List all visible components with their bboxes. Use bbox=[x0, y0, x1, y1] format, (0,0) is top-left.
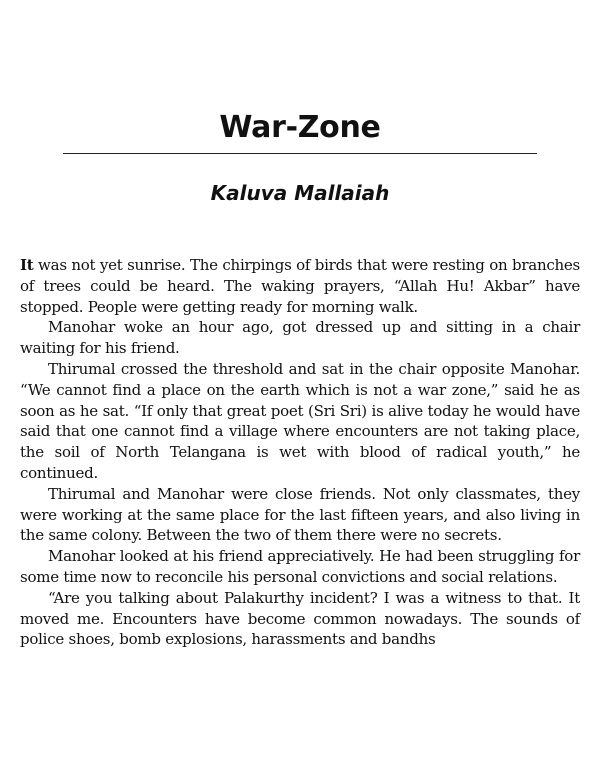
paragraph-1 bbox=[20, 255, 580, 317]
paragraph-2: Manohar woke an hour ago, got dressed up and sitting in a chair waiting for his friend. bbox=[20, 318, 580, 358]
author-name: Kaluva Mallaiah bbox=[210, 181, 390, 205]
story-body bbox=[20, 255, 580, 650]
paragraph-4: Thirumal and Manohar were close friends. Not only classmates, they were working at the same place for the last fifteen years, and also living in the same colony. Between the two of them there were no secrets. bbox=[20, 484, 580, 545]
paragraph-lead-word: It bbox=[20, 256, 34, 274]
title-underline bbox=[63, 153, 537, 154]
story-title: War-Zone bbox=[219, 110, 381, 145]
paragraph-6: “Are you talking about Palakurthy incident? I was a witness to that. It moved me. Encounters have become common nowadays. The sounds of police shoes, bomb explosions, harassments and bandhs bbox=[20, 588, 580, 649]
paragraph-5: Manohar looked at his friend appreciatively. He had been struggling for some time now to reconcile his personal convictions and social relations. bbox=[20, 547, 580, 586]
paragraph-3: Thirumal crossed the threshold and sat in the chair opposite Manohar. “We cannot find a place on the earth which is not a war zone,” said he as soon as he sat. “If only that great poet (Sri Sri) is alive today he would have said that one cannot find a village where encounters are not taking place, the soil of North Telangana is wet with blood of radical youth,” he continued. bbox=[20, 359, 580, 482]
paragraph-text: was not yet sunrise. The chirpings of birds that were resting on branches of trees could be heard. The waking prayers, “Allah Hu! Akbar” have stopped. People were getting ready for morning walk. bbox=[20, 256, 580, 316]
